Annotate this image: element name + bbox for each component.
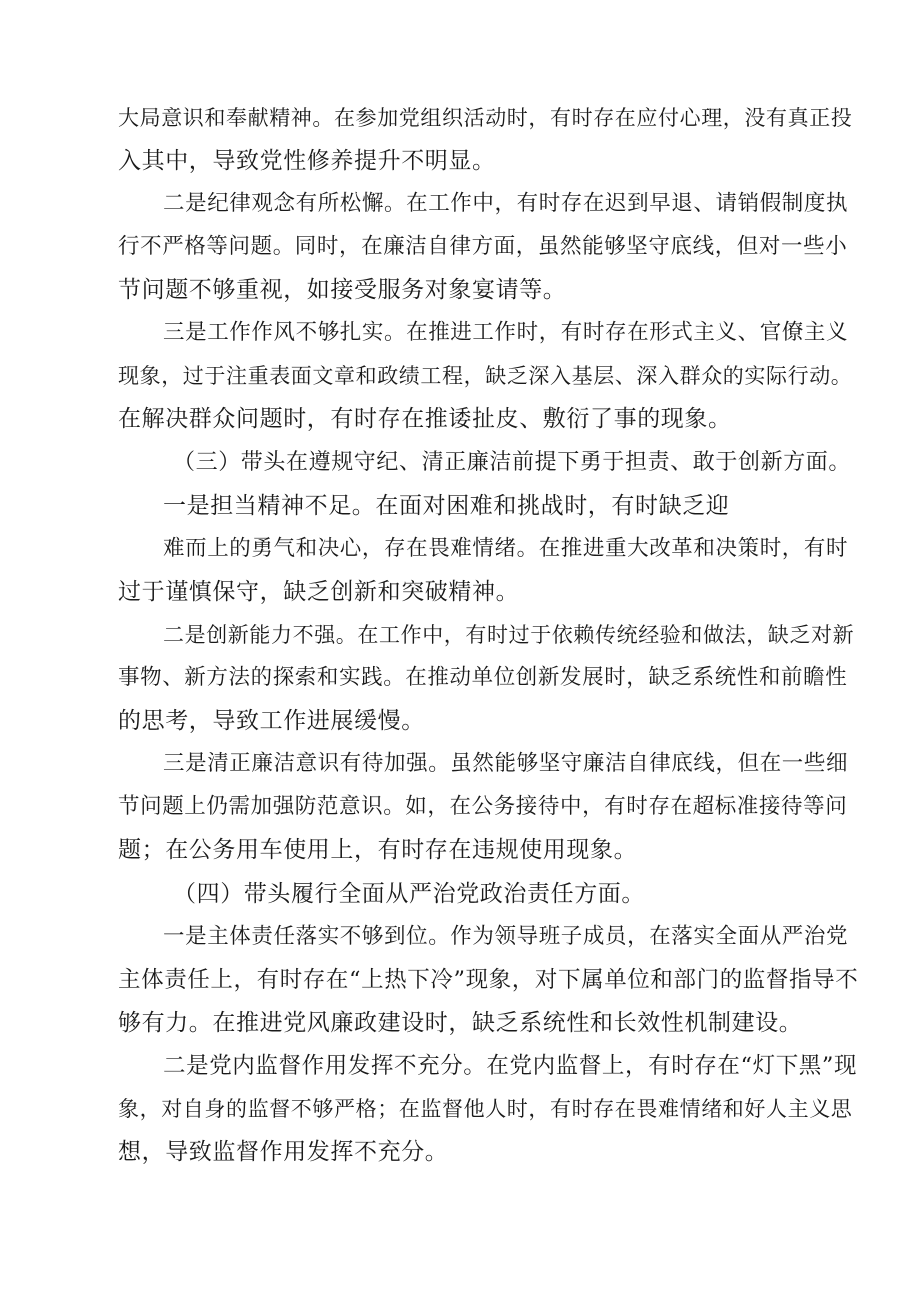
text-line: 行不严格等问题。同时，在廉洁自律方面，虽然能够坚守底线，但对一些小	[118, 234, 848, 259]
text-line: 想，导致监督作用发挥不充分。	[118, 1139, 449, 1165]
text-line: 三是工作作风不够扎实。在推进工作时，有时存在形式主义、官僚主义	[163, 320, 849, 345]
text-line: 一是担当精神不足。在面对困难和挑战时，有时缺乏迎	[163, 493, 730, 519]
text-line: 三是清正廉洁意识有待加强。虽然能够坚守廉洁自律底线，但在一些细	[163, 751, 849, 776]
section-heading: （三）带头在遵规守纪、清正廉洁前提下勇于担责、敢于创新方面。	[173, 450, 852, 475]
text-line: 在解决群众问题时，有时存在推诿扯皮、敷衍了事的现象。	[118, 406, 732, 432]
text-line: 大局意识和奉献精神。在参加党组织活动时，有时存在应付心理，没有真正投	[118, 106, 853, 130]
text-line: 二是纪律观念有所松懈。在工作中，有时存在迟到早退、请销假制度执	[163, 191, 849, 216]
text-line: 事物、新方法的探索和实践。在推动单位创新发展时，缺乏系统性和前瞻性	[118, 665, 848, 690]
text-line: 题；在公务用车使用上，有时存在违规使用现象。	[118, 837, 638, 863]
text-line: 二是党内监督作用发挥不充分。在党内监督上，有时存在“灯下黑”现	[163, 1053, 858, 1079]
text-line: 难而上的勇气和决心，存在畏难情绪。在推进重大改革和决策时，有时	[163, 536, 849, 561]
text-line: 够有力。在推进党风廉政建设时，缺乏系统性和长效性机制建设。	[118, 1010, 803, 1036]
section-heading: （四）带头履行全面从严治党政治责任方面。	[173, 881, 645, 907]
text-line: 现象，过于注重表面文章和政绩工程，缺乏深入基层、深入群众的实际行动。	[118, 364, 853, 388]
text-line: 过于谨慎保守，缺乏创新和突破精神。	[118, 579, 520, 605]
text-line: 节问题不够重视，如接受服务对象宴请等。	[118, 277, 567, 303]
text-line: 象，对自身的监督不够严格；在监督他人时，有时存在畏难情绪和好人主义思	[118, 1097, 853, 1121]
text-line: 节问题上仍需加强防范意识。如，在公务接待中，有时存在超标准接待等问	[118, 794, 848, 819]
text-line: 入其中，导致党性修养提升不明显。	[118, 148, 496, 174]
text-line: 一是主体责任落实不够到位。作为领导班子成员，在落实全面从严治党	[163, 924, 849, 949]
text-line: 主体责任上，有时存在“上热下冷”现象，对下属单位和部门的监督指导不	[118, 967, 859, 993]
text-line: 二是创新能力不强。在工作中，有时过于依赖传统经验和做法，缺乏对新	[163, 623, 855, 647]
text-line: 的思考，导致工作进展缓慢。	[118, 708, 425, 734]
